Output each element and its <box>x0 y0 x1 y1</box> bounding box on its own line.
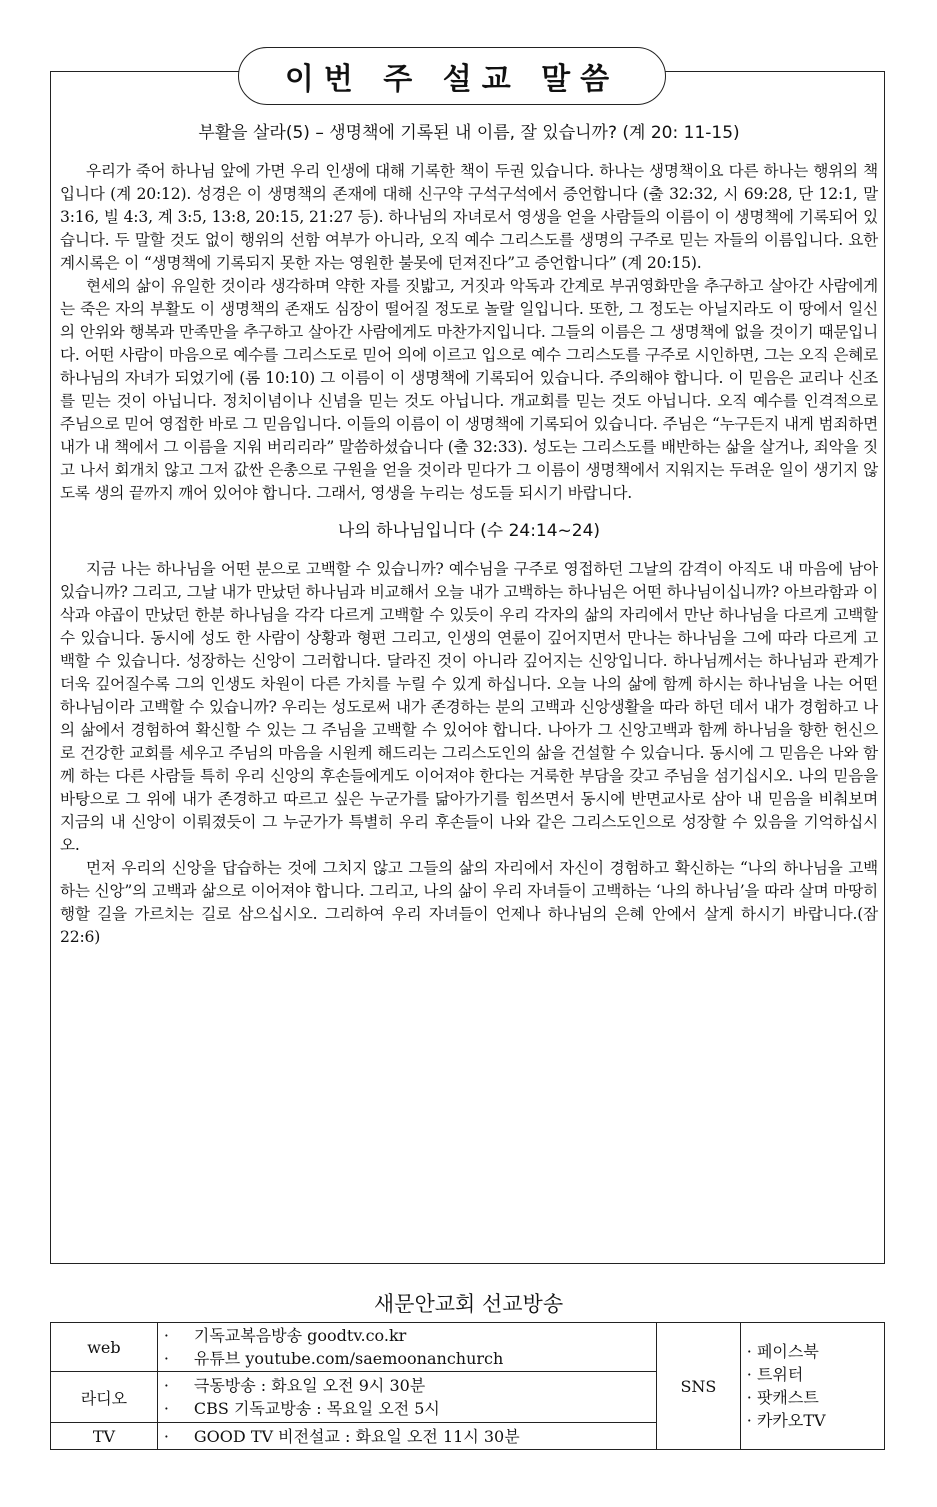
sermon2-paragraph: 먼저 우리의 신앙을 답습하는 것에 그치지 않고 그들의 삶의 자리에서 자신이 경험하고 확신하는 “나의 하나님을 고백하는 신앙”의 고백과 삶으로 이어져야 합니다. 그리고, 나의 삶이 우리 자녀들이 고백하는 ‘나의 하나님’을 따라 살며 마땅히 행할 길을 가르치는 길로 삼으십시오. 그리하여 우리 자녀들이 언제나 하나님의 은혜 안에서 살게 하시기 바랍니다.(잠22:6) <box>60 859 878 946</box>
sermon2-paragraph: 지금 나는 하나님을 어떤 분으로 고백할 수 있습니까? 예수님을 구주로 영접하던 그날의 감격이 아직도 내 마음에 남아 있습니까? 그리고, 그날 내가 만났던 하나님과 비교해서 오늘 내가 고백하는 하나님은 어떤 하나님이십니까? 아브라함과 이삭과 야곱이 만났던 한분 하나님을 각각 다르게 고백할 수 있듯이 우리 각자의 삶의 자리에서 만난 하나님을 다르게 고백할 수 있습니다. 동시에 성도 한 사람이 상황과 형편 그리고, 인생의 연륜이 깊어지면서 만나는 하나님을 그에 따라 다르게 고백할 수 있습니다. 성장하는 신앙이 그러합니다. 달라진 것이 아니라 깊어지는 신앙입니다. 하나님께서는 하나님과 관계가 더욱 깊어질수록 그의 인생도 차원이 다른 가치를 누릴 수 있게 하십니다. 오늘 나의 삶에 함께 하시는 하나님을 나는 어떤 하나님이라 고백할 수 있습니까? 우리는 성도로써 내가 존경하는 분의 고백과 신앙생활을 따라 하던 데서 내가 경험하고 나의 삶에서 경험하여 확신할 수 있는 그 주님을 고백할 수 있어야 합니다. 나아가 그 신앙고백과 함께 하나님을 향한 헌신으로 건강한 교회를 세우고 주님의 마음을 시원케 해드리는 그리스도인의 삶을 건설할 수 있습니다. 동시에 그 믿음은 나와 함께 하는 다른 사람들 특히 우리 신앙의 후손들에게도 이어져야 한다는 거룩한 부담을 갖고 주님을 섬기십시오. 나의 믿음을 바탕으로 그 위에 내가 존경하고 따르고 싶은 누군가를 닮아가기를 힘쓰면서 동시에 반면교사로 삼아 내 믿음을 비춰보며 지금의 내 신앙이 이뤄졌듯이 그 누군가가 특별히 우리 후손들이 나와 같은 그리스도인으로 성장할 수 있음을 기억하십시오. <box>60 560 878 854</box>
tv-cell <box>157 1423 656 1450</box>
mission-title: 새문안교회 선교방송 <box>373 1292 564 1316</box>
web-cell <box>157 1323 656 1372</box>
radio-cell <box>157 1372 656 1423</box>
sermon-content <box>60 120 878 949</box>
web-label: web <box>51 1323 158 1372</box>
sns-cell <box>740 1323 884 1450</box>
list-item: · 카카오TV <box>746 1411 826 1430</box>
sermon1-heading: 부활을 살라(5) – 생명책에 기록된 내 이름, 잘 있습니까? (계 20: 11-15) <box>198 123 740 143</box>
sermon1-paragraph: 현세의 삶이 유일한 것이라 생각하며 약한 자를 짓밟고, 거짓과 악독과 간계로 부귀영화만을 추구하고 살아간 사람에게는 죽은 자의 부활도 이 생명책의 존재도 심장이 떨어질 정도로 놀랄 일입니다. 또한, 그 정도는 아닐지라도 이 땅에서 일신의 안위와 행복과 만족만을 추구하고 살아간 사람에게도 마찬가지입니다. 그들의 이름은 그 생명책에 없을 것이기 때문입니다. 어떤 사람이 마음으로 예수를 그리스도로 믿어 의에 이르고 입으로 예수 그리스도를 구주로 시인하면, 그는 오직 은혜로 하나님의 자녀가 되었기에 (롬 10:10) 그 이름이 이 생명책에 기록되어 있습니다. 주의해야 합니다. 이 믿음은 교리나 신조를 믿는 것이 아닙니다. 정치이념이나 신념을 믿는 것도 아닙니다. 개교회를 믿는 것도 아닙니다. 오직 예수를 인격적으로 주님으로 믿어 영접한 바로 그 믿음입니다. 이들의 이름이 이 생명책에 기록되어 있습니다. 주님은 “누구든지 내게 범죄하면 내가 내 책에서 그 이름을 지워 버리리라” 말씀하셨습니다 (출 32:33). 성도는 그리스도를 배반하는 삶을 살거나, 죄악을 짓고 나서 회개치 않고 그저 값싼 은총으로 구원을 얻을 것이라 믿다가 그 이름이 생명책에서 지워지는 두려운 일이 생기지 않도록 생의 끝까지 깨어 있어야 합니다. 그래서, 영생을 누리는 성도들 되시기 바랍니다. <box>60 277 878 502</box>
radio-label: 라디오 <box>51 1372 158 1423</box>
page-title: 이번 주 설교 말씀 <box>238 47 666 105</box>
sermon1-paragraph: 우리가 죽어 하나님 앞에 가면 우리 인생에 대해 기록한 책이 두권 있습니다. 하나는 생명책이요 다른 하나는 행위의 책입니다 (계 20:12). 성경은 이 생명책의 존재에 대해 신구약 구석구석에서 증언합니다 (출 32:32, 시 69:28, 단 12:1, 말 3:16, 빌 4:3, 계 3:5, 13:8, 20:15, 21:27 등). 하나님의 자녀로서 영생을 얻을 사람들의 이름이 이 생명책에 기록되어 있습니다. 두 말할 것도 없이 행위의 선함 여부가 아니라, 오직 예수 그리스도를 생명의 구주로 믿는 자들의 이름입니다. 요한계시록은 이 “생명책에 기록되지 못한 자는 영원한 불못에 던져진다”고 증언합니다” (계 20:15). <box>60 162 878 272</box>
list-item: · 극동방송 : 화요일 오전 9시 30분 <box>163 1376 426 1395</box>
table-row <box>51 1323 885 1372</box>
list-item: · CBS 기독교방송 : 목요일 오전 5시 <box>163 1399 440 1418</box>
broadcast-table <box>50 1322 885 1450</box>
list-item: · 기독교복음방송 goodtv.co.kr <box>163 1326 407 1345</box>
list-item: · 트위터 <box>746 1365 804 1384</box>
tv-label: TV <box>51 1423 158 1450</box>
sns-label: SNS <box>657 1323 741 1450</box>
sermon2-heading: 나의 하나님입니다 (수 24:14~24) <box>337 521 601 541</box>
list-item: · 팟캐스트 <box>746 1388 819 1407</box>
list-item: · GOOD TV 비전설교 : 화요일 오전 11시 30분 <box>163 1426 520 1446</box>
list-item: · 유튜브 youtube.com/saemoonanchurch <box>163 1349 504 1368</box>
list-item: · 페이스북 <box>746 1342 819 1361</box>
